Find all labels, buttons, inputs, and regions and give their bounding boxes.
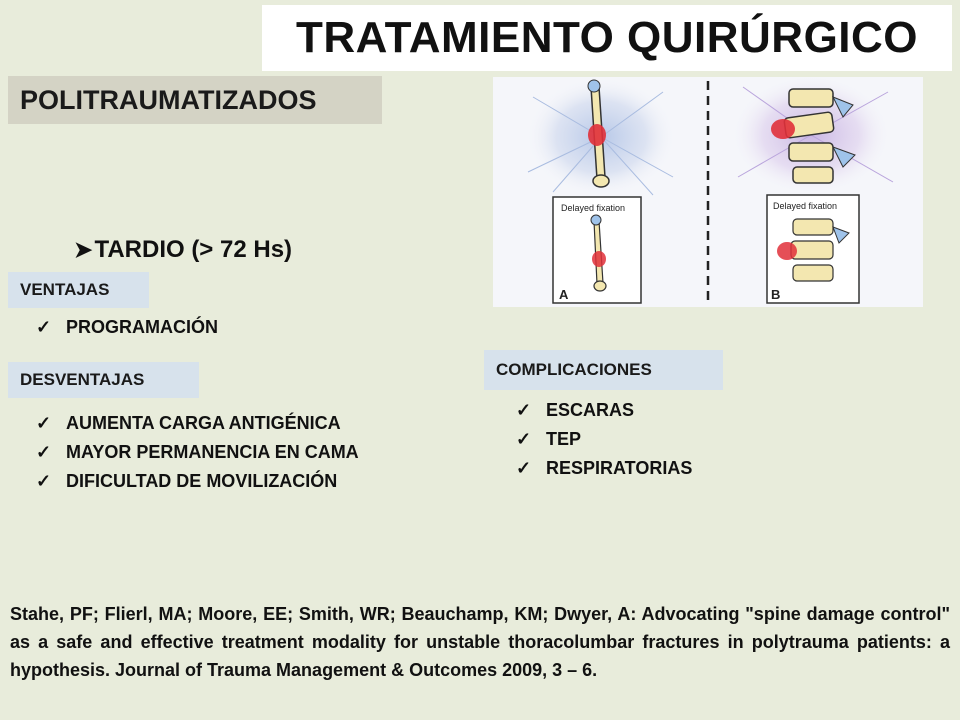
check-icon: ✓ xyxy=(36,471,52,491)
slide-title: TRATAMIENTO QUIRÚRGICO xyxy=(295,13,919,62)
complicaciones-list xyxy=(516,396,692,483)
check-icon: ✓ xyxy=(36,413,52,433)
desventajas-label: DESVENTAJAS xyxy=(20,370,145,389)
check-icon: ✓ xyxy=(516,458,532,478)
check-icon: ✓ xyxy=(516,429,532,449)
list-item xyxy=(36,409,359,438)
fixation-illustration xyxy=(493,77,923,307)
list-item xyxy=(36,313,218,342)
complicaciones-tag xyxy=(484,350,723,390)
check-icon: ✓ xyxy=(36,442,52,462)
fixation-diagram xyxy=(493,77,923,307)
check-icon: ✓ xyxy=(36,317,52,337)
heading-text: TARDIO (> 72 Hs) xyxy=(94,236,293,263)
item-text: AUMENTA CARGA ANTIGÉNICA xyxy=(66,413,341,433)
item-text: ESCARAS xyxy=(546,400,635,420)
arrow-bullet-icon: ➤ xyxy=(74,237,93,262)
panel-a-letter: A xyxy=(559,287,569,302)
panel-b-caption: Delayed fixation xyxy=(773,201,838,211)
item-text: TEP xyxy=(546,429,582,449)
ventajas-label: VENTAJAS xyxy=(20,280,110,299)
panel-a xyxy=(553,197,641,303)
list-item xyxy=(36,467,359,496)
subtitle-box xyxy=(8,76,382,124)
desventajas-tag xyxy=(8,362,199,398)
panel-a-caption: Delayed fixation xyxy=(561,203,626,213)
complicaciones-label: COMPLICACIONES xyxy=(496,360,652,379)
section-heading xyxy=(74,236,292,264)
item-text: PROGRAMACIÓN xyxy=(66,317,218,337)
list-item xyxy=(516,425,692,454)
femur-injury-graphic xyxy=(526,77,676,197)
desventajas-list xyxy=(36,409,359,496)
list-item xyxy=(516,396,692,425)
check-icon: ✓ xyxy=(516,400,532,420)
item-text: RESPIRATORIAS xyxy=(546,458,693,478)
ventajas-list xyxy=(36,313,218,342)
list-item xyxy=(36,438,359,467)
item-text: MAYOR PERMANENCIA EN CAMA xyxy=(66,442,359,462)
title-box xyxy=(262,5,952,71)
panel-b xyxy=(767,195,859,303)
panel-b-letter: B xyxy=(771,287,781,302)
ventajas-tag xyxy=(8,272,149,308)
item-text: DIFICULTAD DE MOVILIZACIÓN xyxy=(66,471,338,491)
citation-text: Stahe, PF; Flierl, MA; Moore, EE; Smith, WR; Beauchamp, KM; Dwyer, A: Advocating "spine damage control" as a safe and effective treatment modality for unstable thoracolumbar fractures in polytrauma patients: a hypothesis. Journal of Trauma Management & Outcomes 2009, 3 – 6. xyxy=(10,604,950,680)
spine-injury-graphic xyxy=(731,77,893,195)
slide-subtitle: POLITRAUMATIZADOS xyxy=(20,84,317,115)
list-item xyxy=(516,454,692,483)
